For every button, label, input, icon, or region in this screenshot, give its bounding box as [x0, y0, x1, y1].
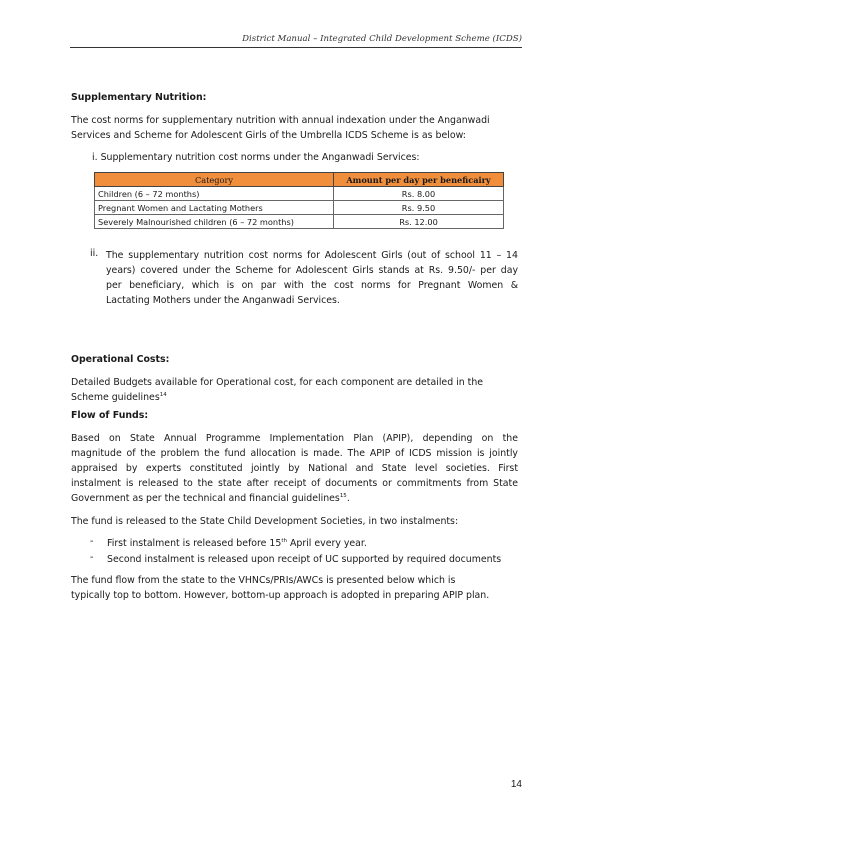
table-row — [95, 201, 504, 215]
supplementary-intro — [71, 113, 523, 143]
item-ii-line-1: The supplementary nutrition cost norms for Adolescent Girls (out of school 11 – 14 — [106, 250, 518, 261]
table-row — [95, 215, 504, 229]
column-header-amount: Amount per day per beneficairy — [334, 173, 504, 187]
bullet-dash: - — [90, 552, 94, 563]
ordinal-suffix: th — [281, 538, 287, 544]
item-ii-line-4: Lactating Mothers under the Anganwadi Services. — [106, 295, 340, 306]
flow-p1-end: . — [346, 493, 350, 504]
list-item-ii-marker: ii. — [90, 248, 99, 259]
footnote-ref-15: 15 — [339, 493, 347, 499]
supplementary-nutrition-heading: Supplementary Nutrition: — [71, 92, 207, 103]
table-header-row — [95, 173, 504, 187]
intro-line-1: The cost norms for supplementary nutrition with annual indexation under the Anganwadi — [71, 115, 490, 126]
flow-paragraph-2: The fund is released to the State Child Development Societies, in two instalments: — [71, 516, 459, 527]
bullet-1-text: First instalment is released before 15 — [107, 538, 282, 549]
footnote-ref-14: 14 — [159, 392, 167, 398]
flow-paragraph-3 — [71, 573, 523, 603]
intro-line-2: Services and Scheme for Adolescent Girls of the Umbrella ICDS Scheme is as below: — [71, 130, 466, 141]
item-ii-line-3: per beneficiary, which is on par with the cost norms for Pregnant Women & — [106, 280, 518, 291]
bullet-dash: - — [90, 536, 94, 547]
operational-line-2-text: Scheme guidelines — [71, 392, 160, 403]
operational-line-2 — [71, 390, 523, 405]
flow-p1-line-5-text: Government as per the technical and financial guidelines — [71, 493, 340, 504]
table-cell-amount: Rs. 9.50 — [334, 201, 504, 215]
list-item-ii — [106, 248, 518, 308]
bullet-item-2: Second instalment is released upon receipt of UC supported by required documents — [107, 554, 502, 565]
flow-p1-line-1: Based on State Annual Programme Implementation Plan (APIP), depending on the — [71, 433, 518, 444]
table-cell-amount: Rs. 12.00 — [334, 215, 504, 229]
flow-p1-line-2: magnitude of the problem the fund allocation is made. The APIP of ICDS mission is jointly — [71, 448, 518, 459]
flow-p3-line-1: The fund flow from the state to the VHNCs/PRIs/AWCs is presented below which is — [71, 575, 456, 586]
page-number: 14 — [510, 779, 522, 790]
operational-line-1: Detailed Budgets available for Operational cost, for each component are detailed in the — [71, 377, 484, 388]
flow-paragraph-1 — [71, 431, 518, 506]
table-row — [95, 187, 504, 201]
list-item-i: i. Supplementary nutrition cost norms under the Anganwadi Services: — [92, 152, 420, 163]
table-cell-category: Pregnant Women and Lactating Mothers — [95, 201, 334, 215]
table-cell-category: Severely Malnourished children (6 – 72 months) — [95, 215, 334, 229]
flow-p1-line-5 — [71, 491, 518, 506]
bullet-1-text-end: April every year. — [287, 538, 367, 549]
item-ii-line-2: years) covered under the Scheme for Adolescent Girls stands at Rs. 9.50/- per day — [106, 265, 518, 276]
table-cell-category: Children (6 – 72 months) — [95, 187, 334, 201]
flow-p1-line-4: instalment is released to the state after receipt of documents or commitments from State — [71, 478, 518, 489]
table-cell-amount: Rs. 8.00 — [334, 187, 504, 201]
flow-p3-line-2: typically top to bottom. However, bottom-up approach is adopted in preparing APIP plan. — [71, 590, 490, 601]
flow-p1-line-3: appraised by experts constituted jointly by National and State level societies. First — [71, 463, 518, 474]
cost-norms-table — [94, 172, 504, 229]
operational-costs-paragraph — [71, 375, 523, 405]
running-header: District Manual – Integrated Child Development Scheme (ICDS) — [70, 34, 522, 48]
flow-of-funds-heading: Flow of Funds: — [71, 410, 149, 421]
bullet-item-1 — [107, 536, 527, 551]
column-header-category: Category — [95, 173, 334, 187]
operational-costs-heading: Operational Costs: — [71, 354, 170, 365]
